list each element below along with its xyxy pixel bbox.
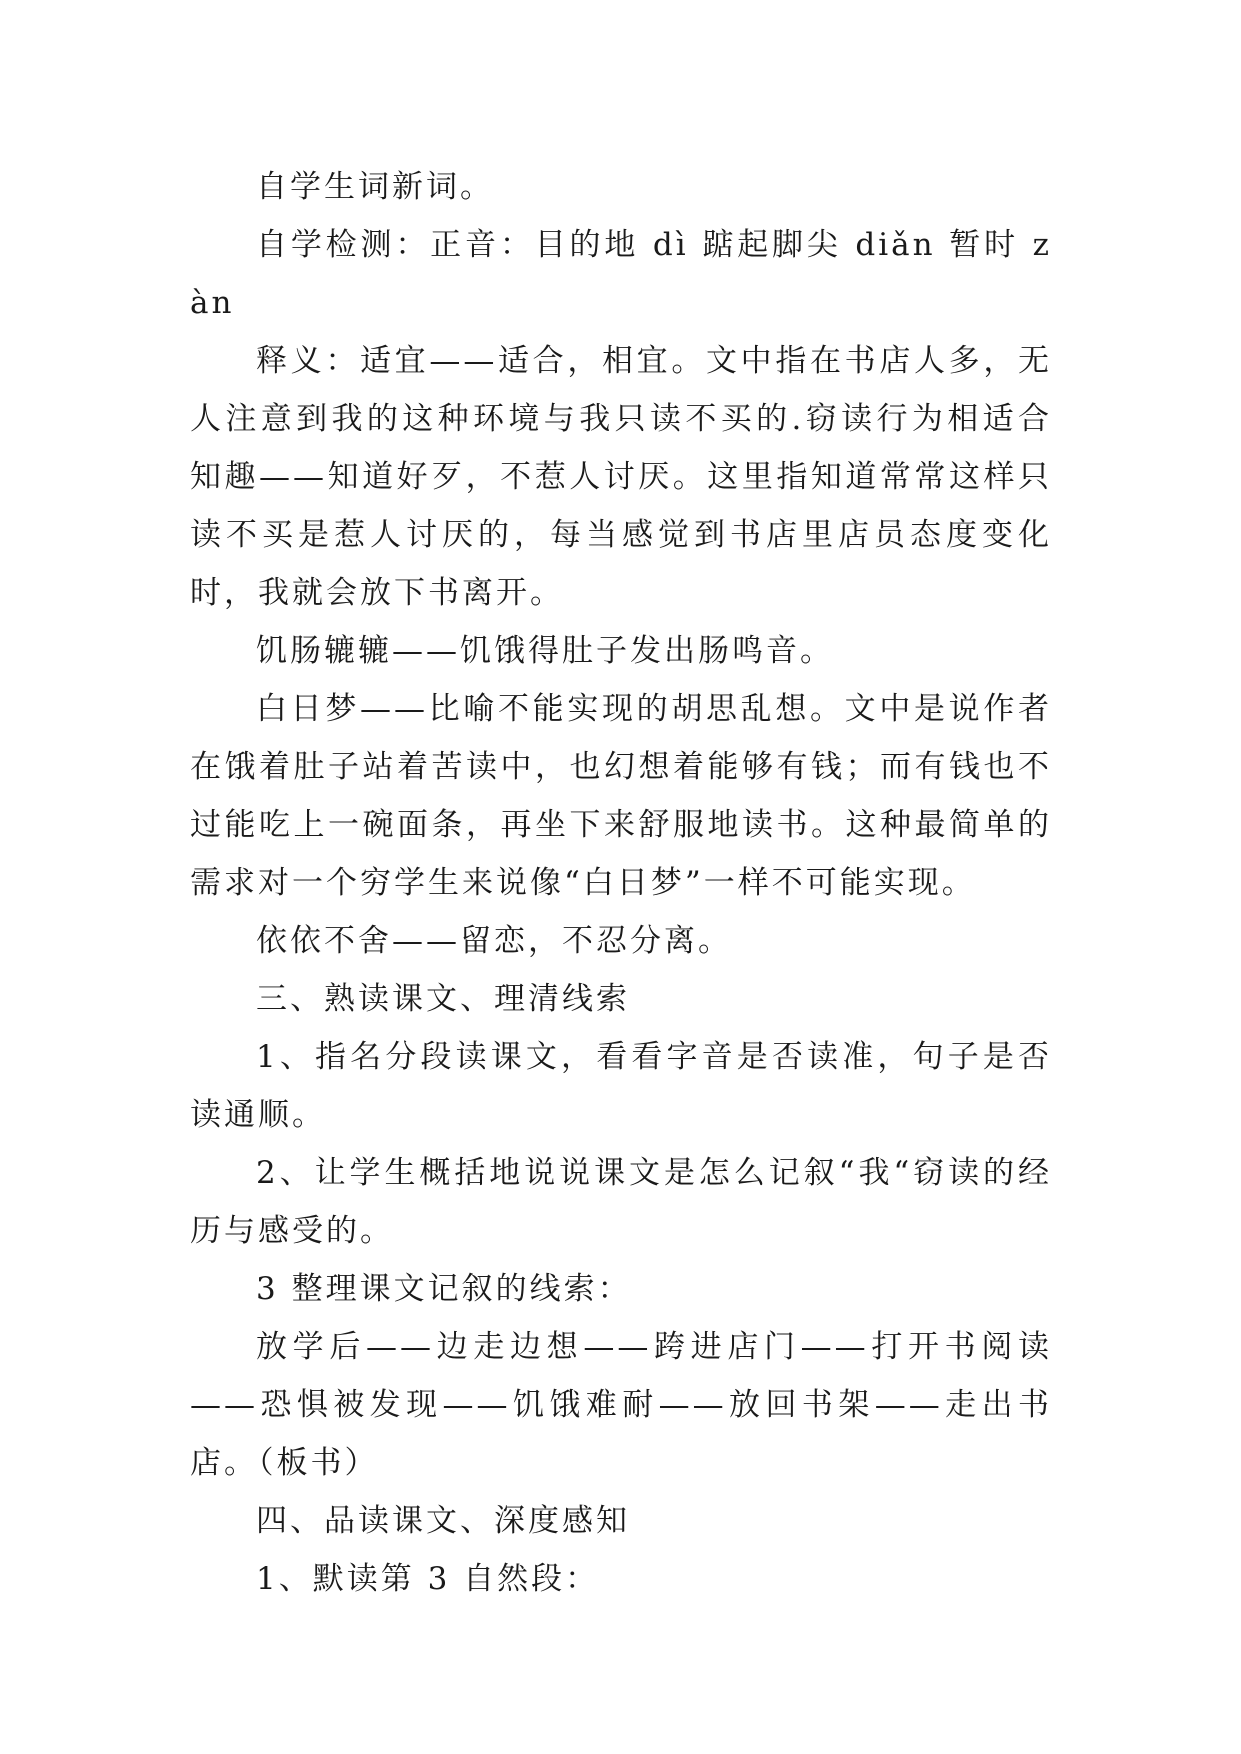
section-heading-4: 四、品读课文、深度感知 bbox=[256, 1503, 630, 1539]
paragraph-step-3: 3 整理课文记叙的线索： bbox=[256, 1271, 632, 1307]
paragraph-definition-shiyi: 释义：适宜——适合，相宜。文中指在书店人多，无人注意到我的这种环境与我只读不买的.窃读行为相适合知趣——知道好歹，不惹人讨厌。这里指知道常常这样只读不买是惹人讨厌的，每当感觉到书店里店员态度变化时，我就会放下书离开。 bbox=[190, 343, 1052, 611]
paragraph-step-1: 1、指名分段读课文，看看字音是否读准，句子是否读通顺。 bbox=[190, 1039, 1052, 1133]
document-body bbox=[190, 158, 1052, 1608]
paragraph-definition-yiyibushe: 依依不舍——留恋，不忍分离。 bbox=[256, 923, 732, 959]
paragraph-self-study-words: 自学生词新词。 bbox=[256, 169, 494, 205]
paragraph-definition-bairimeng: 白日梦——比喻不能实现的胡思乱想。文中是说作者在饿着肚子站着苦读中，也幻想着能够有钱；而有钱也不过能吃上一碗面条，再坐下来舒服地读书。这种最简单的需求对一个穷学生来说像“白日梦”一样不可能实现。 bbox=[190, 691, 1052, 901]
paragraph-silent-reading: 1、默读第 3 自然段： bbox=[256, 1561, 600, 1597]
paragraph-step-2: 2、让学生概括地说说课文是怎么记叙“我“窃读的经历与感受的。 bbox=[190, 1155, 1052, 1249]
section-heading-3: 三、熟读课文、理清线索 bbox=[256, 981, 630, 1017]
paragraph-pronunciation-check: 自学检测：正音：目的地 dì 踮起脚尖 diǎn 暂时 zàn bbox=[190, 227, 1052, 321]
paragraph-definition-jichang: 饥肠辘辘——饥饿得肚子发出肠鸣音。 bbox=[256, 633, 834, 669]
paragraph-clue-sequence: 放学后——边走边想——跨进店门——打开书阅读——恐惧被发现——饥饿难耐——放回书架——走出书店。（板书） bbox=[190, 1329, 1052, 1481]
